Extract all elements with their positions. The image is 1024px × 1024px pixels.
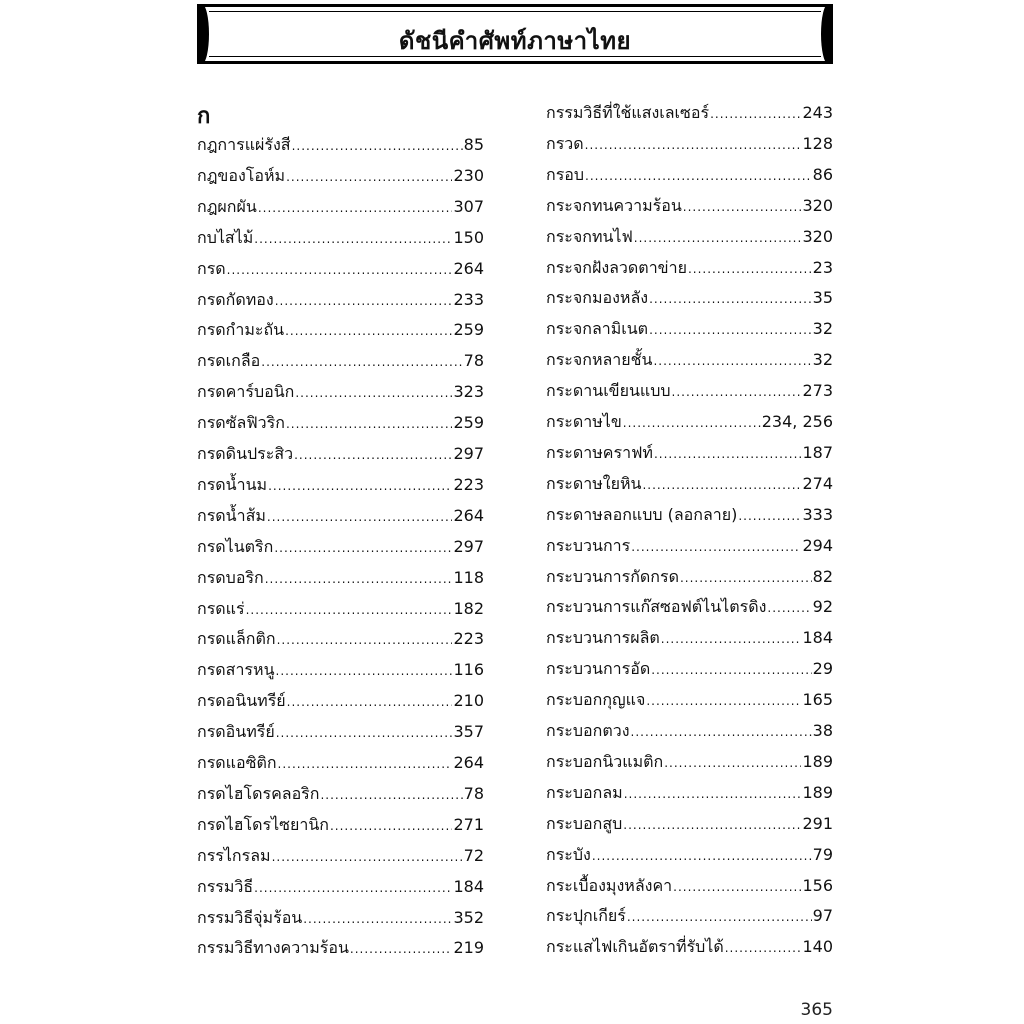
index-entry <box>197 936 484 960</box>
index-entry <box>197 689 484 713</box>
dot-leader <box>680 565 812 590</box>
dot-leader <box>642 472 801 497</box>
index-page-ref: 189 <box>802 751 833 771</box>
index-entry <box>546 256 833 280</box>
index-page-ref: 297 <box>453 444 484 463</box>
index-term: กระจกทนความร้อน <box>546 195 682 215</box>
index-page-ref: 23 <box>812 257 833 277</box>
index-term: กฎการแผ่รังสี <box>197 135 291 154</box>
index-page-ref: 323 <box>453 382 484 402</box>
index-term: กระจกมองหลัง <box>546 288 649 308</box>
index-page-ref: 189 <box>802 782 833 802</box>
index-term: กระบอกกุญแจ <box>546 690 646 710</box>
dot-leader <box>330 813 453 838</box>
index-entry <box>197 442 484 466</box>
index-term: กระปุกเกียร์ <box>546 906 626 926</box>
index-term: กระจกฝังลวดตาข่าย <box>546 257 687 277</box>
dot-leader <box>285 318 452 343</box>
index-page-ref: 97 <box>812 906 833 926</box>
index-entry <box>197 782 484 806</box>
dot-leader <box>267 504 453 529</box>
index-term: กรรไกรลม <box>197 845 271 865</box>
dot-leader <box>654 441 802 466</box>
index-entry <box>546 410 833 434</box>
index-term: กระแสไฟเกินอัตราที่รับได้ <box>546 937 724 957</box>
index-entry <box>197 133 484 157</box>
index-term: กรดอนินทรีย์ <box>197 691 286 711</box>
dot-leader <box>585 132 802 157</box>
dot-leader <box>627 904 812 929</box>
index-page-ref: 86 <box>812 164 833 184</box>
index-page-ref: 85 <box>463 135 484 154</box>
index-term: กรดแร่ <box>197 598 245 618</box>
dot-leader <box>664 750 801 775</box>
index-page-ref: 291 <box>802 813 833 833</box>
index-page-ref: 210 <box>453 691 484 711</box>
index-entry <box>546 595 833 619</box>
index-term: กระเบื้องมุงหลังคา <box>546 875 673 895</box>
index-term: กรอบ <box>546 164 585 184</box>
index-page-ref: 320 <box>802 195 833 215</box>
index-term: กรรมวิธีที่ใช้แสงเลเซอร์ <box>546 103 710 122</box>
index-entry <box>546 132 833 156</box>
index-page-ref: 165 <box>802 690 833 710</box>
dot-leader <box>278 751 453 776</box>
dot-leader <box>738 503 801 528</box>
index-page-ref: 259 <box>453 413 484 433</box>
dot-leader <box>634 225 802 250</box>
dot-leader <box>320 782 462 807</box>
index-page-ref: 29 <box>812 659 833 679</box>
dot-leader <box>585 163 812 188</box>
index-page-ref: 118 <box>453 567 484 587</box>
index-term: กรดไนตริก <box>197 536 274 556</box>
index-term: กรดกัดทอง <box>197 289 274 309</box>
index-entry <box>546 626 833 650</box>
index-page-ref: 271 <box>453 814 484 834</box>
index-entry <box>546 935 833 959</box>
index-page-ref: 234, 256 <box>761 412 833 431</box>
index-page-ref: 219 <box>453 938 484 958</box>
dot-leader <box>672 379 802 404</box>
index-page-ref: 140 <box>802 937 833 957</box>
dot-leader <box>623 812 801 837</box>
index-term: กรดน้ำส้ม <box>197 505 266 525</box>
index-term: กรด <box>197 258 226 278</box>
index-term: กระจกลามิเนต <box>546 319 649 339</box>
index-term: กระบวนการผลิต <box>546 628 660 648</box>
index-term: กรดไฮโดรไซยานิก <box>197 814 329 834</box>
index-page-ref: 72 <box>463 845 484 865</box>
index-entry <box>546 286 833 310</box>
index-entry <box>546 317 833 341</box>
index-page-ref: 35 <box>812 288 833 308</box>
dot-leader <box>268 473 452 498</box>
index-page-ref: 128 <box>802 133 833 153</box>
index-page-ref: 38 <box>812 721 833 740</box>
index-entry <box>197 535 484 559</box>
index-page-ref: 184 <box>453 876 484 896</box>
index-term: กฎผกผัน <box>197 196 257 216</box>
dot-leader <box>295 380 452 405</box>
index-page-ref: 32 <box>812 319 833 339</box>
index-entry <box>546 194 833 218</box>
dot-leader <box>303 906 452 931</box>
index-page-ref: 150 <box>453 227 484 247</box>
index-page-ref: 116 <box>453 660 484 680</box>
index-term: กระบอกลม <box>546 782 623 802</box>
dot-leader <box>258 195 453 220</box>
index-entry <box>546 688 833 712</box>
section-letter: ก <box>197 104 211 129</box>
index-entry <box>546 719 833 743</box>
index-entry <box>197 566 484 590</box>
index-page-ref: 264 <box>453 753 484 772</box>
index-entry <box>197 473 484 497</box>
index-entry <box>546 657 833 681</box>
index-page-ref: 223 <box>453 629 484 649</box>
index-term: กรรมวิธี <box>197 876 254 896</box>
index-page-ref: 32 <box>812 350 833 370</box>
index-page-ref: 233 <box>453 289 484 309</box>
index-entry <box>197 349 484 373</box>
index-term: กรดเกลือ <box>197 351 261 371</box>
dot-leader <box>710 101 801 126</box>
dot-leader <box>286 164 452 189</box>
index-term: กระบวนการกัดกรด <box>546 566 679 586</box>
index-term: กระดาษไข <box>546 412 622 431</box>
index-entry <box>197 627 484 651</box>
index-term: กบไสไม้ <box>197 227 254 247</box>
dot-leader <box>673 874 801 899</box>
index-entry <box>546 101 833 125</box>
dot-leader <box>227 257 453 282</box>
index-term: กรดแอซิติก <box>197 753 277 772</box>
index-term: กรดคาร์บอนิก <box>197 382 295 402</box>
index-term: กระดาษลอกแบบ (ลอกลาย) <box>546 504 738 524</box>
index-page-ref: 320 <box>802 226 833 246</box>
dot-leader <box>767 595 811 620</box>
index-entry <box>197 720 484 744</box>
index-term: กรดสารหนู <box>197 660 275 680</box>
index-entry <box>197 318 484 342</box>
index-entry <box>546 379 833 403</box>
index-page-ref: 187 <box>802 442 833 462</box>
index-page-ref: 78 <box>463 351 484 371</box>
index-term: กรดดินประสิว <box>197 444 294 463</box>
dot-leader <box>287 689 453 714</box>
index-entry <box>546 503 833 527</box>
dot-leader <box>246 597 453 622</box>
index-page-ref: 230 <box>453 165 484 185</box>
index-term: กรรมวิธีจุ่มร้อน <box>197 907 303 927</box>
index-entry <box>546 904 833 928</box>
index-page-ref: 82 <box>812 566 833 586</box>
dot-leader <box>265 566 453 591</box>
index-term: กระบวนการอัด <box>546 659 651 679</box>
index-page-ref: 264 <box>453 258 484 278</box>
index-page-ref: 297 <box>453 536 484 556</box>
index-entry <box>546 225 833 249</box>
index-page-ref: 259 <box>453 320 484 340</box>
index-entry <box>197 411 484 435</box>
index-term: กระดาษคราฟท์ <box>546 442 653 462</box>
dot-leader <box>725 935 802 960</box>
index-term: กรรมวิธีทางความร้อน <box>197 938 349 958</box>
index-term: กระบอกตวง <box>546 721 630 740</box>
index-page-ref: 352 <box>453 907 484 927</box>
index-entry <box>197 875 484 899</box>
dot-leader <box>649 317 812 342</box>
index-page-ref: 274 <box>802 473 833 493</box>
index-term: กระดานเขียนแบบ <box>546 381 671 401</box>
dot-leader <box>649 286 812 311</box>
index-entry <box>197 288 484 312</box>
dot-leader <box>683 194 802 219</box>
dot-leader <box>592 843 812 868</box>
index-term: กระบอกสูบ <box>546 813 623 833</box>
index-entry <box>546 565 833 589</box>
index-term: กระบัง <box>546 844 591 864</box>
index-page-ref: 79 <box>812 844 833 864</box>
index-term: กระบวนการแก๊สซอฟต์ไนไตรดิง <box>546 597 767 617</box>
index-entry <box>197 164 484 188</box>
dot-leader <box>275 288 453 313</box>
index-term: กระบอกนิวแมติก <box>546 751 664 771</box>
index-entry <box>546 843 833 867</box>
index-term: กระบวนการ <box>546 535 631 555</box>
index-term: กรวด <box>546 133 584 153</box>
index-term: กรดบอริก <box>197 567 264 587</box>
dot-leader <box>646 688 801 713</box>
dot-leader <box>688 256 812 281</box>
index-entry <box>197 257 484 281</box>
index-entry <box>546 472 833 496</box>
index-entry <box>546 163 833 187</box>
dot-leader <box>350 936 453 961</box>
dot-leader <box>261 349 462 374</box>
index-entry <box>197 751 484 775</box>
index-entry <box>197 813 484 837</box>
dot-leader <box>272 844 463 869</box>
index-page-ref: 273 <box>802 381 833 401</box>
page-number: 365 <box>800 1000 833 1020</box>
index-term: กรดแล็กติก <box>197 629 276 649</box>
dot-leader <box>294 442 452 467</box>
dot-leader <box>651 657 811 682</box>
index-term: กรดน้ำนม <box>197 474 268 494</box>
dot-leader <box>631 534 801 559</box>
index-entry <box>197 906 484 930</box>
index-entry <box>546 781 833 805</box>
index-entry <box>197 195 484 219</box>
index-term: กฎของโอห์ม <box>197 165 286 185</box>
index-term: กระจกหลายชั้น <box>546 350 653 370</box>
index-page-ref: 184 <box>802 628 833 648</box>
index-entry <box>197 226 484 250</box>
index-page-ref: 264 <box>453 505 484 525</box>
index-page-ref: 294 <box>802 535 833 555</box>
dot-leader <box>624 781 802 806</box>
index-entry <box>546 348 833 372</box>
index-page-ref: 156 <box>802 875 833 895</box>
dot-leader <box>653 348 811 373</box>
dot-leader <box>623 410 761 435</box>
dot-leader <box>254 226 452 251</box>
dot-leader <box>277 627 453 652</box>
index-page-ref: 333 <box>802 504 833 524</box>
index-page-ref: 92 <box>812 597 833 617</box>
index-entry <box>197 597 484 621</box>
dot-leader <box>276 658 453 683</box>
index-page-ref: 78 <box>463 783 484 803</box>
page-title: ดัชนีคำศัพท์ภาษาไทย <box>398 27 632 55</box>
dot-leader <box>276 720 453 745</box>
dot-leader <box>254 875 452 900</box>
index-term: กรดซัลฟิวริก <box>197 413 285 433</box>
index-entry <box>546 874 833 898</box>
index-term: กรดอินทรีย์ <box>197 722 275 742</box>
dot-leader <box>292 133 463 158</box>
index-entry <box>546 534 833 558</box>
index-entry <box>546 441 833 465</box>
index-page-ref: 307 <box>453 196 484 216</box>
index-page-ref: 357 <box>453 722 484 742</box>
index-page-ref: 223 <box>453 474 484 494</box>
index-term: กระดาษใยหิน <box>546 473 642 493</box>
index-entry <box>197 844 484 868</box>
dot-leader <box>274 535 452 560</box>
dot-leader <box>631 719 812 744</box>
index-entry <box>197 380 484 404</box>
index-page-ref: 243 <box>802 103 833 122</box>
dot-leader <box>661 626 802 651</box>
index-entry <box>546 750 833 774</box>
index-entry <box>197 658 484 682</box>
dot-leader <box>286 411 453 436</box>
index-entry <box>546 812 833 836</box>
index-term: กระจกทนไฟ <box>546 226 633 246</box>
index-term: กรดไฮโดรคลอริก <box>197 783 320 803</box>
title-banner <box>197 4 833 64</box>
index-page-ref: 182 <box>453 598 484 618</box>
index-term: กรดกำมะถัน <box>197 320 285 340</box>
index-entry <box>197 504 484 528</box>
